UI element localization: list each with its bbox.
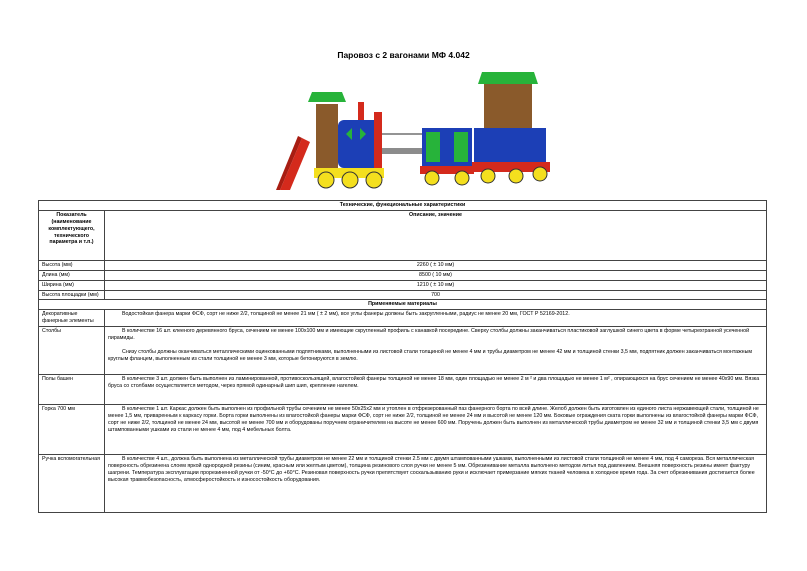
material-text: В количестве 16 шт. клееного деревянного бруса, сечением не менее 100х100 мм и имеющие скругленный профиль с канавкой посередине. Сверху столбы должны заканчиваться пластиковой заглушкой синего цвета в форме четырехгранной усеченной пирамиды. <box>108 328 750 341</box>
material-name: Ручка вспомогательная <box>39 455 105 513</box>
material-text: В количестве 3 шт. должен быть выполнен из ламинированной, противоскользящей, влагостойкой фанеры толщиной не менее 18 мм, один площадью не менее 2 м ² и два площадью не менее 1 м² , опирающихся на брус сечением не менее 40х90 мм. Вязка бруса со столбами осуществляется методом, через прямой одинарный шип шип, крепление нагелем. <box>108 376 760 389</box>
wagon-frame <box>474 128 546 164</box>
locomotive-cab <box>316 104 338 172</box>
locomotive-roof <box>308 92 346 102</box>
wheel <box>425 171 439 185</box>
param-name: Длина (мм) <box>39 270 105 280</box>
param-name: Высота площадки (мм) <box>39 290 105 300</box>
table-row <box>39 260 767 270</box>
section-header: Технические, функциональные характеристики <box>39 201 767 211</box>
table-row <box>39 405 767 455</box>
train-illustration <box>258 62 558 202</box>
material-name: Декоративные фанерные элементы <box>39 310 105 327</box>
material-description <box>105 310 767 327</box>
table-row <box>39 375 767 405</box>
material-description <box>105 455 767 513</box>
material-description <box>105 327 767 375</box>
material-text: В количестве 1 шт. Каркас должен быть выполнен из профильной трубы сечением не менее 50х25х2 мм и утоплен в отфрезерованный паз фанерного борта по всей длине. Желоб должен быть изготовлен из единого листа нержавеющей стали, толщиной не менее 1,5 мм, приваренным к каркасу горки. Борта горки выполнены из влагостойкой фанеры марки ФСФ, сорт не ниже 2/2, толщиной не менее 24 мм и высотой не менее 120 мм. Боковые ограждения ската горки выполнены из влагостойкой фанеры марки ФСФ, сорт не ниже 2/2, толщиной не менее 24 мм, высотой не менее 700 мм и оборудованы поручнем ограничителем на высоте не менее 600 мм. Поручень должен быть выполнен из металлической трубы диаметром не менее 32 мм и толщиной стенки 3,5 мм с двумя штампованными ушками из стали не менее 4 мм, под 4 мебельных болта. <box>108 406 759 433</box>
table-row <box>39 455 767 513</box>
description-column-header: Описание, значение <box>105 210 767 260</box>
param-name: Высота (мм) <box>39 260 105 270</box>
table-row <box>39 327 767 375</box>
wagon-side <box>454 132 468 162</box>
param-value: 8500 ( 10 мм) <box>105 270 767 280</box>
param-name: Ширина (мм) <box>39 280 105 290</box>
page-title: Паровоз с 2 вагонами МФ 4.042 <box>337 50 470 60</box>
wheel <box>481 169 495 183</box>
table-row <box>39 270 767 280</box>
wheel <box>455 171 469 185</box>
material-name: Горка 700 мм <box>39 405 105 455</box>
specification-table <box>38 200 767 513</box>
wagon-roof <box>478 72 538 84</box>
param-value: 700 <box>105 290 767 300</box>
table-row <box>39 290 767 300</box>
param-value: 1210 ( ± 10 мм) <box>105 280 767 290</box>
wheel <box>509 169 523 183</box>
material-text: Водостойкая фанера марки ФСФ, сорт не ниже 2/2, толщиной не менее 21 мм ( ± 2 мм), все углы фанеры должны быть закругленными, радиус не менее 20 мм, ГОСТ Р 52169-2012. <box>122 311 570 318</box>
locomotive-front <box>374 112 382 168</box>
table-row <box>39 280 767 290</box>
material-description <box>105 405 767 455</box>
material-text: В количестве 4 шт., должна быть выполнена из металлической трубы диаметром не менее 22 мм и толщиной стенки 2.5 мм с двумя штампованными ушками, выполненными из листовой стали толщиной не менее 4 мм, под 4 самореза. Вся металлическая поверхность обрезинена слоем яркой однородной резины (синим, красным или желтым цветом), толщина резинового слоя ручки не менее 5 мм. Обрезинивание металла выполнено методом литья под давлением. Внешняя поверхность резины имеет фактуру шагрени. Температура эксплуатации прорезиненной ручки от -50°С до +60°С. Резиновая поверхность ручки препятствует соскальзыванию руки и исключает примерзание мягких тканей человека в холодное время года. За счет обрезинивания достигается более высокая травмобезопасность, атмосферостойкость и износостойкость оборудования. <box>108 456 755 483</box>
material-name: Столбы <box>39 327 105 375</box>
wagon-side <box>426 132 440 162</box>
wheel <box>342 172 358 188</box>
chimney <box>358 102 364 120</box>
wheel <box>533 167 547 181</box>
wheel <box>366 172 382 188</box>
material-name: Полы башен <box>39 375 105 405</box>
param-value: 2260 ( ± 10 мм) <box>105 260 767 270</box>
table-row <box>39 310 767 327</box>
bridge-deck <box>382 148 422 154</box>
material-text: Снизу столбы должны оканчиваться металлическими оцинкованными подпятниками, выполненными из листовой стали толщиной не менее 4 мм и трубы диаметром не менее 42 мм и толщиной стенки 3,5 мм, подпятник должен заканчиваться монтажным круглым фланцем, выполненным из стали толщиной не менее 3 мм, которые бетонируются в землю. <box>108 348 753 362</box>
indicator-column-header: Показатель (наименование комплектующего, технического параметра и т.п.) <box>39 210 105 260</box>
wheel <box>318 172 334 188</box>
materials-header: Применяемые материалы <box>39 300 767 310</box>
material-description <box>105 375 767 405</box>
